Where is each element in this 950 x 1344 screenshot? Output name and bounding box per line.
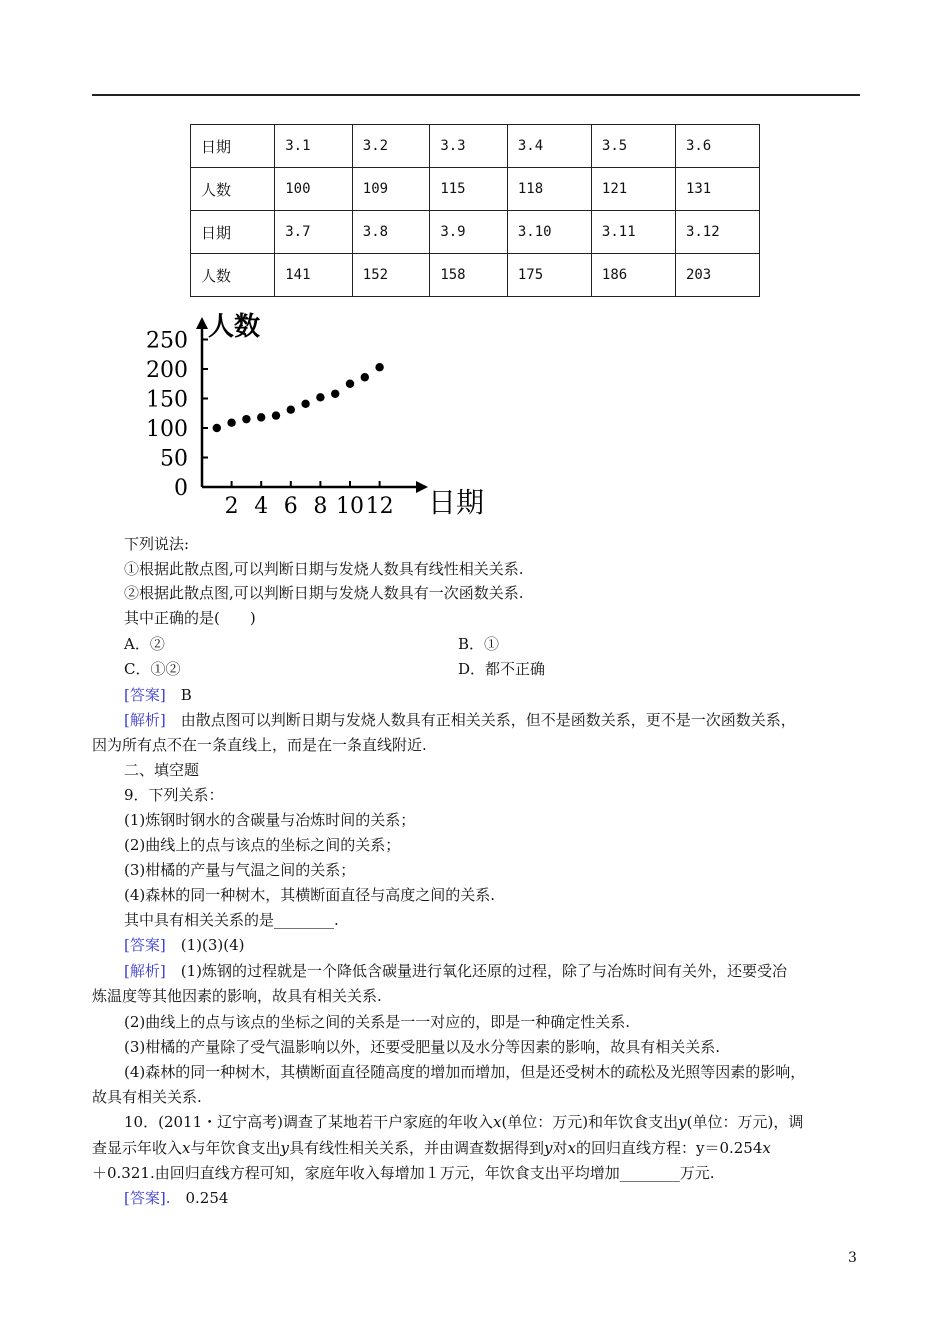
table-cell: 152: [352, 254, 430, 297]
y-tick-label: 150: [146, 387, 188, 413]
answer-tag: [答案]: [124, 936, 166, 954]
statement-1: ①根据此散点图,可以判断日期与发烧人数具有线性相关关系.: [124, 560, 524, 578]
table-cell: 131: [675, 168, 759, 211]
x-tick-label: 12: [365, 494, 394, 519]
answer-tag: [答案].: [124, 1189, 171, 1207]
y-axis-label: 人数: [208, 312, 261, 342]
page-number: 3: [848, 1250, 857, 1266]
explanation-tag: [解析]: [124, 962, 166, 980]
data-point: [287, 406, 295, 414]
table-cell: 3.8: [352, 211, 430, 254]
explanation-text: 由散点图可以判断日期与发烧人数具有正相关关系，但不是函数关系，更不是一次函数关系，: [180, 711, 796, 729]
y-tick-label: 200: [146, 358, 188, 383]
table-cell: 3.12: [675, 211, 759, 254]
answer-3: [124, 1186, 228, 1210]
data-point: [316, 393, 324, 401]
data-point: [272, 411, 280, 419]
x-tick-label: 8: [313, 494, 328, 519]
x-tick-label: 10: [336, 494, 364, 519]
explanation-2-1b: 炼温度等其他因素的影响，故具有相关关系.: [92, 987, 382, 1005]
table-cell: 3.10: [507, 211, 591, 254]
table-cell: 121: [591, 168, 675, 211]
table-cell: 100: [275, 168, 353, 211]
answer-1: [124, 683, 192, 707]
data-point: [375, 363, 383, 371]
explanation-2-3: (3)柑橘的产量除了受气温影响以外，还要受肥量以及水分等因素的影响，故具有相关关系.: [124, 1038, 721, 1056]
table-cell: 3.1: [275, 125, 353, 168]
explanation-text: (1)炼钢的过程就是一个降低含碳量进行氧化还原的过程，除了与冶炼时间有关外，还要受冶: [180, 962, 787, 980]
question-10-line-2: [92, 1136, 771, 1160]
explanation-2-1a: [124, 959, 787, 983]
var-x: x: [182, 1139, 191, 1157]
y-axis-arrow: [196, 317, 208, 329]
option-b: B．①: [458, 635, 500, 653]
scatter-chart: [140, 305, 500, 525]
x-axis-label: 日期: [428, 486, 485, 519]
q9-item-3: (3)柑橘的产量与气温之间的关系；: [124, 861, 356, 879]
x-axis-arrow: [416, 481, 428, 493]
section-heading: 二、填空题: [124, 761, 200, 779]
q9-question: 其中具有相关关系的是________.: [124, 911, 339, 929]
options-row-2: [0, 657, 950, 681]
q10-text: (单位：万元)和年饮食支出: [501, 1113, 679, 1131]
row-header: 人数: [191, 168, 275, 211]
q9-item-4: (4)森林的同一种树木，其横断面直径与高度之间的关系.: [124, 886, 496, 904]
answer-value: 0.254: [185, 1189, 229, 1207]
x-tick-label: 6: [283, 494, 298, 519]
x-tick-label: 4: [254, 494, 269, 519]
answer-tag: [答案]: [124, 686, 166, 704]
data-point: [227, 418, 235, 426]
question-10-line-3: ＋0.321.由回归直线方程可知，家庭年收入每增加１万元，年饮食支出平均增加________万元.: [92, 1164, 715, 1182]
table-cell: 118: [507, 168, 591, 211]
var-y: y: [544, 1139, 553, 1157]
question-10-line-1: [124, 1110, 803, 1134]
table-cell: 115: [430, 168, 508, 211]
table-cell: 3.9: [430, 211, 508, 254]
var-x: x: [567, 1139, 576, 1157]
q10-text: 查显示年收入: [92, 1139, 183, 1157]
row-header: 日期: [191, 211, 275, 254]
table-cell: 3.5: [591, 125, 675, 168]
data-point: [242, 415, 250, 423]
var-y: y: [280, 1139, 289, 1157]
q10-text: 与年饮食支出: [190, 1139, 281, 1157]
options-row-1: [0, 632, 950, 656]
table-cell: 3.3: [430, 125, 508, 168]
table-row: [191, 125, 760, 168]
header-rule: [92, 94, 860, 96]
explanation-1a: [124, 708, 796, 732]
table-cell: 3.7: [275, 211, 353, 254]
row-header: 人数: [191, 254, 275, 297]
q10-text: (单位：万元)，调: [686, 1113, 804, 1131]
q9-item-1: (1)炼钢时钢水的含碳量与冶炼时间的关系；: [124, 811, 416, 829]
data-point: [361, 373, 369, 381]
var-x: x: [762, 1139, 771, 1157]
table-cell: 141: [275, 254, 353, 297]
answer-value: B: [180, 686, 192, 704]
x-tick-label: 2: [224, 494, 239, 519]
row-header: 日期: [191, 125, 275, 168]
table-row: [191, 168, 760, 211]
option-d: D．都不正确: [458, 660, 546, 678]
question-9: 9．下列关系：: [124, 786, 224, 804]
table-row: [191, 254, 760, 297]
q10-text: 10．(2011・辽宁高考)调查了某地若干户家庭的年收入: [124, 1113, 493, 1131]
explanation-2-2: (2)曲线上的点与该点的坐标之间的关系是一一对应的，即是一种确定性关系.: [124, 1013, 631, 1031]
statement-2: ②根据此散点图,可以判断日期与发烧人数具有一次函数关系.: [124, 584, 524, 602]
q9-item-2: (2)曲线上的点与该点的坐标之间的关系；: [124, 836, 401, 854]
data-point: [213, 424, 221, 432]
option-a: A．②: [124, 635, 165, 653]
data-point: [257, 413, 265, 421]
question: 其中正确的是( ): [124, 609, 256, 627]
explanation-2-4a: (4)森林的同一种树木，其横断面直径随高度的增加而增加，但是还受树木的疏松及光照等因素的影响，: [124, 1063, 806, 1081]
data-point: [331, 390, 339, 398]
table-cell: 203: [675, 254, 759, 297]
table-cell: 186: [591, 254, 675, 297]
y-tick-label: 0: [174, 476, 188, 501]
explanation-2-4b: 故具有相关关系.: [92, 1088, 202, 1106]
answer-2: [124, 933, 244, 957]
table-cell: 175: [507, 254, 591, 297]
answer-value: (1)(3)(4): [180, 936, 245, 954]
y-tick-label: 250: [146, 328, 188, 354]
data-point: [301, 400, 309, 408]
var-x: x: [492, 1113, 502, 1131]
table-cell: 3.4: [507, 125, 591, 168]
var-y: y: [678, 1113, 687, 1131]
option-c: C．①②: [124, 660, 181, 678]
y-tick-label: 100: [146, 417, 188, 442]
data-table: [190, 124, 760, 297]
table-cell: 158: [430, 254, 508, 297]
explanation-1b: 因为所有点不在一条直线上，而是在一条直线附近.: [92, 736, 427, 754]
explanation-tag: [解析]: [124, 711, 166, 729]
q10-text: 具有线性相关关系，并由调查数据得到: [288, 1139, 544, 1157]
intro: 下列说法:: [124, 535, 190, 553]
table-cell: 3.6: [675, 125, 759, 168]
table-row: [191, 211, 760, 254]
table-cell: 3.2: [352, 125, 430, 168]
table-cell: 109: [352, 168, 430, 211]
y-tick-label: 50: [160, 446, 188, 472]
data-point: [346, 380, 354, 388]
q10-text: 的回归直线方程：y＝0.254: [575, 1139, 763, 1157]
q10-text: 对: [552, 1139, 568, 1157]
table-cell: 3.11: [591, 211, 675, 254]
